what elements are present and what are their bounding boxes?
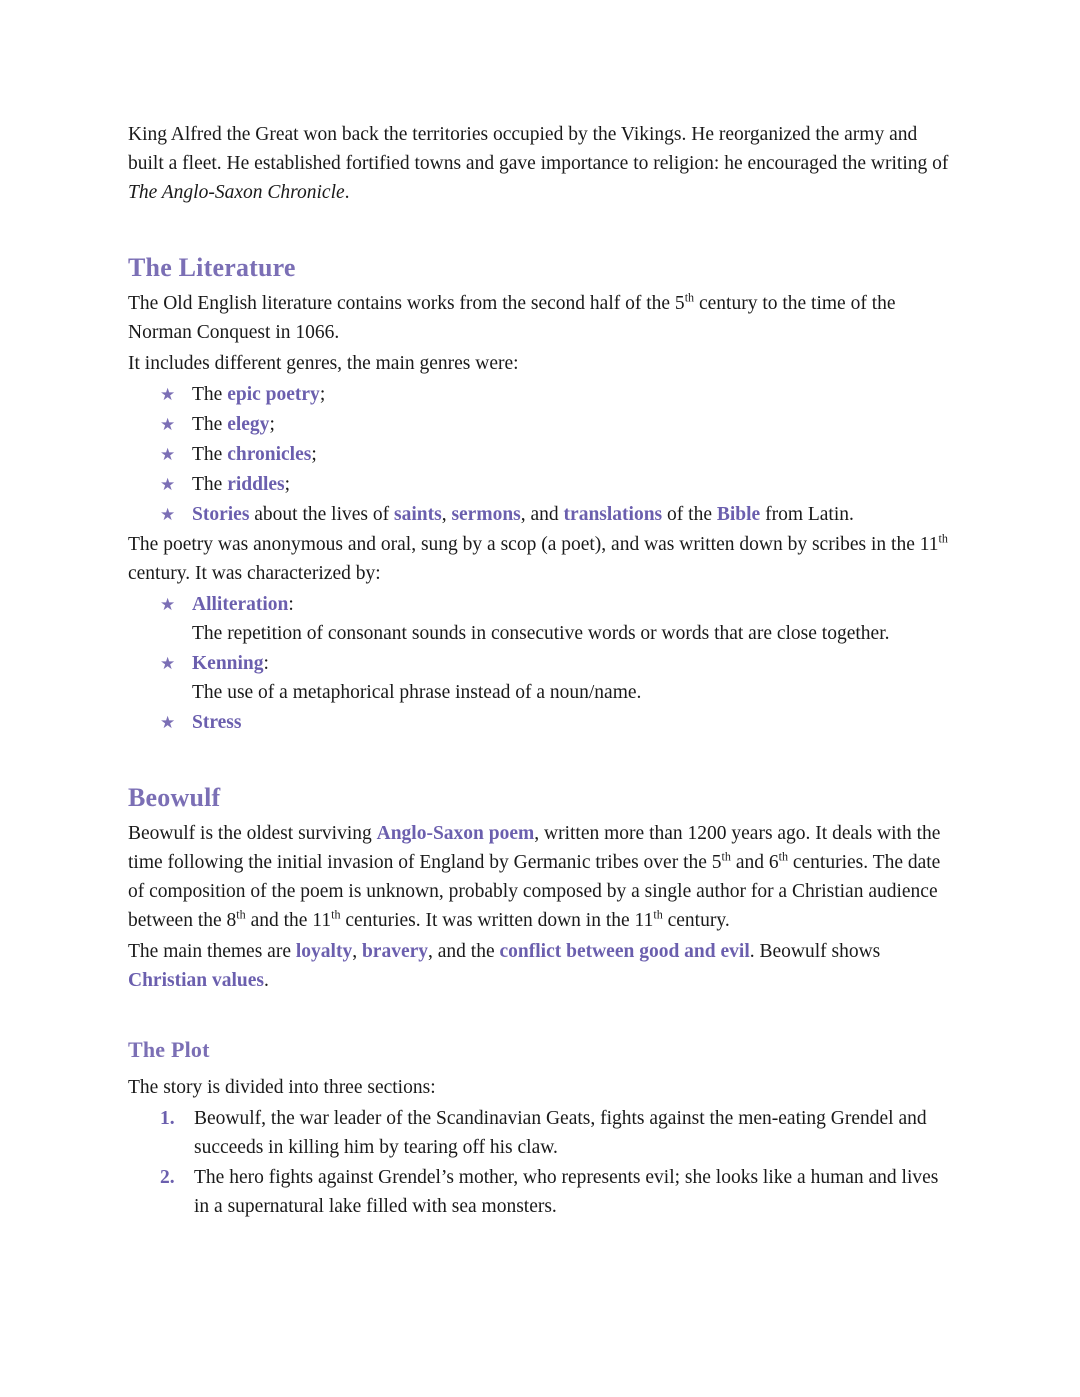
- section-heading-the-literature: The Literature: [128, 253, 296, 282]
- literature-paragraph-1: [128, 289, 952, 347]
- list-item: [160, 708, 952, 737]
- genre-keyword: elegy: [227, 414, 270, 435]
- literature-p1-part2: century to the time of the Norman Conquest in 1066.: [128, 293, 896, 343]
- feature-colon: :: [288, 594, 294, 615]
- saints-keyword: saints: [394, 504, 442, 525]
- beowulf-p2-part1: The main themes are: [128, 941, 296, 962]
- genres-list: [128, 380, 952, 529]
- list-item: [160, 1163, 952, 1221]
- list-item: [160, 380, 952, 409]
- stories-text-5: from Latin.: [760, 504, 854, 525]
- intro-text-end: .: [344, 182, 350, 203]
- beowulf-p1-part2: , written more than 1200 years ago. It deals with the time following the initial invasion of England by Germanic tribes over the 5: [128, 823, 941, 873]
- bible-keyword: Bible: [716, 504, 761, 525]
- plot-sections-list: [128, 1104, 952, 1221]
- stories-text-2: ,: [441, 504, 452, 525]
- plot-item-text: Beowulf, the war leader of the Scandinavian Geats, fights against the men-eating Grendel and succeeds in killing him by tearing off his claw.: [194, 1108, 927, 1158]
- genre-prefix: The: [192, 384, 228, 405]
- beowulf-paragraph-2: [128, 937, 952, 995]
- stories-text-1: about the lives of: [249, 504, 394, 525]
- list-item: [160, 470, 952, 499]
- stories-text-3: , and: [520, 504, 564, 525]
- beowulf-sup-1: th: [721, 849, 731, 864]
- genre-prefix: The: [192, 444, 228, 465]
- list-item: [160, 410, 952, 439]
- beowulf-p2-part2: ,: [352, 941, 362, 962]
- beowulf-p1-part6: centuries. It was written down in the 11: [340, 910, 654, 931]
- section-heading-beowulf: Beowulf: [128, 783, 221, 812]
- intro-paragraph: [128, 120, 952, 207]
- genre-prefix: The: [192, 414, 228, 435]
- literature-paragraph-2: It includes different genres, the main genres were:: [128, 353, 519, 374]
- genre-keyword: epic poetry: [227, 384, 320, 405]
- beowulf-paragraph-1: [128, 819, 952, 935]
- beowulf-p2-part5: .: [263, 970, 269, 991]
- star-icon: ★: [160, 445, 176, 464]
- literature-p1-part1: The Old English literature contains works from the second half of the 5: [128, 293, 685, 314]
- feature-colon: :: [263, 653, 269, 674]
- genre-suffix: ;: [269, 414, 275, 435]
- literature-p3-superscript: th: [938, 531, 948, 546]
- genre-suffix: ;: [319, 384, 326, 405]
- list-item: [160, 500, 952, 529]
- star-icon: ★: [160, 713, 176, 732]
- genre-suffix: ;: [311, 444, 317, 465]
- plot-intro: The story is divided into three sections:: [128, 1077, 436, 1098]
- list-marker: 2.: [160, 1167, 175, 1188]
- loyalty-keyword: loyalty: [295, 941, 353, 962]
- beowulf-sup-4: th: [331, 907, 341, 922]
- literature-p1-superscript: th: [684, 290, 695, 305]
- star-icon: ★: [160, 505, 176, 524]
- poetry-features-list: [128, 590, 952, 737]
- star-icon: ★: [160, 415, 176, 434]
- subsection-heading-the-plot: The Plot: [128, 1037, 210, 1062]
- bravery-keyword: bravery: [361, 941, 429, 962]
- feature-detail: The repetition of consonant sounds in consecutive words or words that are close together.: [192, 623, 890, 644]
- star-icon: ★: [160, 595, 176, 614]
- anglo-saxon-poem-keyword: Anglo-Saxon poem: [376, 823, 535, 844]
- stories-text-4: of the: [662, 504, 717, 525]
- beowulf-p1-part1: Beowulf is the oldest surviving: [128, 823, 377, 844]
- beowulf-p2-part3: , and the: [428, 941, 500, 962]
- conflict-keyword: conflict between good and evil: [499, 941, 750, 962]
- stories-keyword: Stories: [192, 504, 250, 525]
- feature-keyword: Alliteration: [192, 594, 289, 615]
- list-item: [160, 1104, 952, 1162]
- beowulf-p2-part4: . Beowulf shows: [749, 941, 881, 962]
- star-icon: ★: [160, 654, 176, 673]
- beowulf-sup-2: th: [778, 849, 788, 864]
- genre-suffix: ;: [284, 474, 291, 495]
- star-icon: ★: [160, 475, 176, 494]
- literature-paragraph-3: [128, 530, 952, 588]
- genre-prefix: The: [192, 474, 228, 495]
- feature-detail: The use of a metaphorical phrase instead of a noun/name.: [192, 682, 642, 703]
- star-icon: ★: [160, 385, 176, 404]
- literature-p3-part1: The poetry was anonymous and oral, sung by a scop (a poet), and was written down by scribes in the 11: [128, 534, 939, 555]
- translations-keyword: translations: [563, 504, 663, 525]
- genre-keyword: chronicles: [227, 444, 312, 465]
- genre-keyword: riddles: [227, 474, 285, 495]
- list-item: [160, 590, 952, 648]
- feature-keyword: Stress: [192, 712, 242, 733]
- beowulf-sup-5: th: [653, 907, 663, 922]
- feature-keyword: Kenning: [192, 653, 264, 674]
- beowulf-p1-part5: and the 11: [245, 910, 332, 931]
- list-marker: 1.: [160, 1108, 175, 1129]
- list-item: [160, 649, 952, 707]
- plot-item-text: The hero fights against Grendel’s mother, who represents evil; she looks like a human and lives in a supernatural lake filled with sea monsters.: [194, 1167, 939, 1217]
- christian-values-keyword: Christian values: [128, 970, 264, 991]
- beowulf-sup-3: th: [236, 907, 246, 922]
- intro-text: King Alfred the Great won back the territories occupied by the Vikings. He reorganized the army and built a fleet. He established fortified towns and gave importance to religion: he encouraged the writing of: [128, 124, 949, 174]
- sermons-keyword: sermons: [451, 504, 521, 525]
- beowulf-p1-part3: and 6: [730, 852, 779, 873]
- literature-p3-part2: century. It was characterized by:: [128, 563, 381, 584]
- list-item: [160, 440, 952, 469]
- intro-italic-title: The Anglo-Saxon Chronicle: [128, 182, 345, 203]
- beowulf-p1-part7: century.: [662, 910, 730, 931]
- beowulf-p1-part4: centuries. The date of composition of the poem is unknown, probably composed by a single author for a Christian audience between the 8: [128, 852, 941, 931]
